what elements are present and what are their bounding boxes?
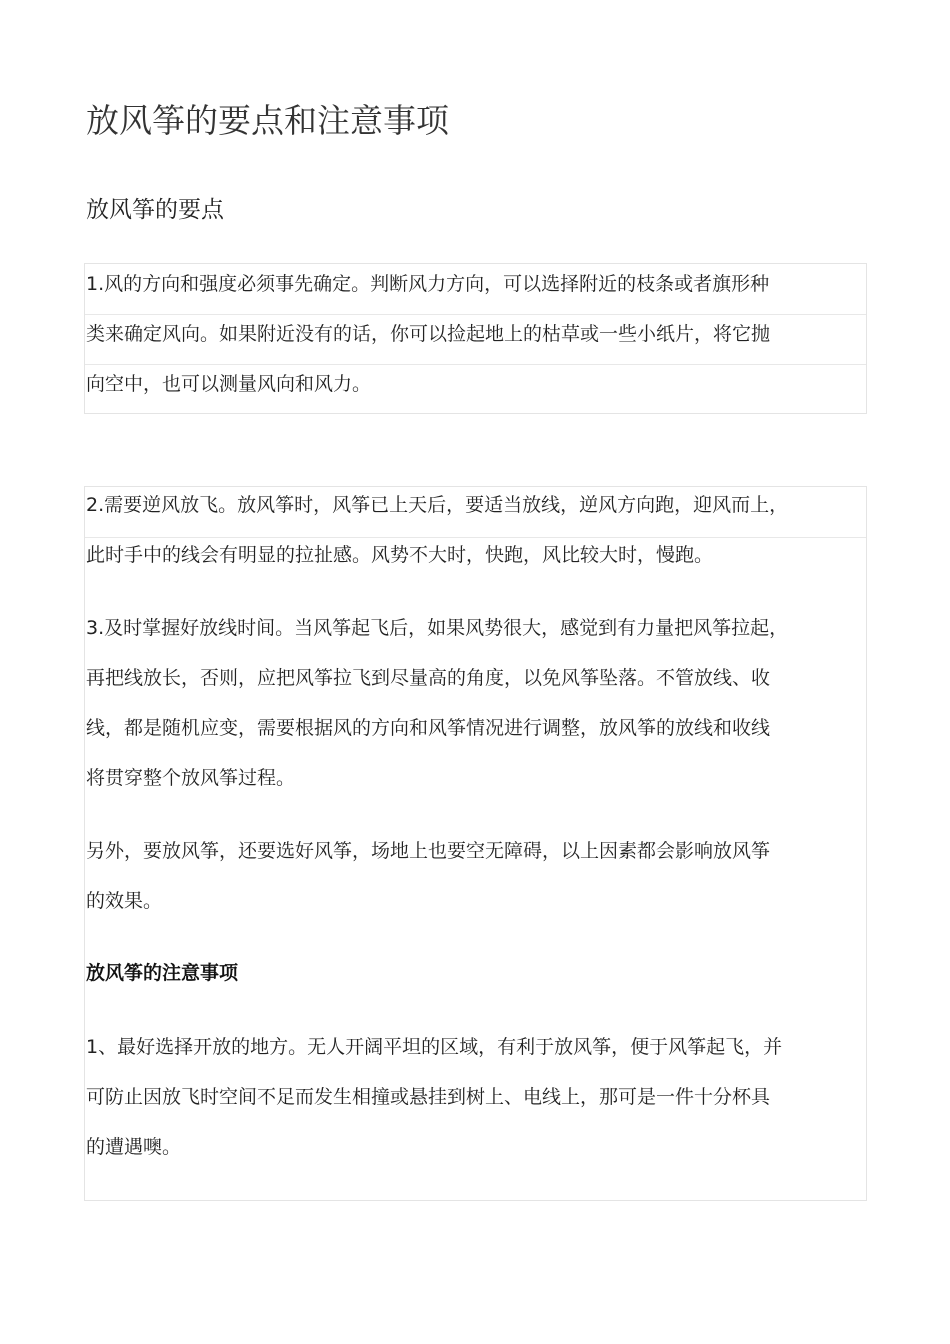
- paragraph-fly-upwind: 2.需要逆风放飞。放风筝时，风筝已上天后，要适当放线，逆风方向跑，迎风而上， 此时手中的线会有明显的拉扯感。风势不大时，快跑，风比较大时，慢跑。: [86, 494, 789, 566]
- paragraph-wind-direction: 1.风的方向和强度必须事先确定。判断风力方向，可以选择附近的枝条或者旗形种 类来确定风向。如果附近没有的话，你可以捡起地上的枯草或一些小纸片，将它抛 向空中，也可以测量风向和风力。: [86, 273, 771, 395]
- document-title: 放风筝的要点和注意事项: [86, 101, 449, 140]
- paragraph-open-space: 1、最好选择开放的地方。无人开阔平坦的区域，有利于放风筝，便于风筝起飞，并 可防止因放飞时空间不足而发生相撞或悬挂到树上、电线上，那可是一件十分杯具 的遭遇噢。: [86, 1036, 783, 1158]
- paragraph-release-line-timing: 3.及时掌握好放线时间。当风筝起飞后，如果风势很大，感觉到有力量把风筝拉起， 再把线放长，否则，应把风筝拉飞到尽量高的角度，以免风筝坠落。不管放线、收 线，都是随机应变，需要根据风的方向和风筝情况进行调整，放风筝的放线和收线 将贯穿整个放风筝过程。: [86, 617, 789, 789]
- paragraph-additional-notes: 另外，要放风筝，还要选好风筝，场地上也要空无障碍，以上因素都会影响放风筝 的效果。: [86, 840, 771, 912]
- section-title-key-points: 放风筝的要点: [86, 197, 224, 223]
- section-title-precautions: 放风筝的注意事项: [86, 962, 239, 984]
